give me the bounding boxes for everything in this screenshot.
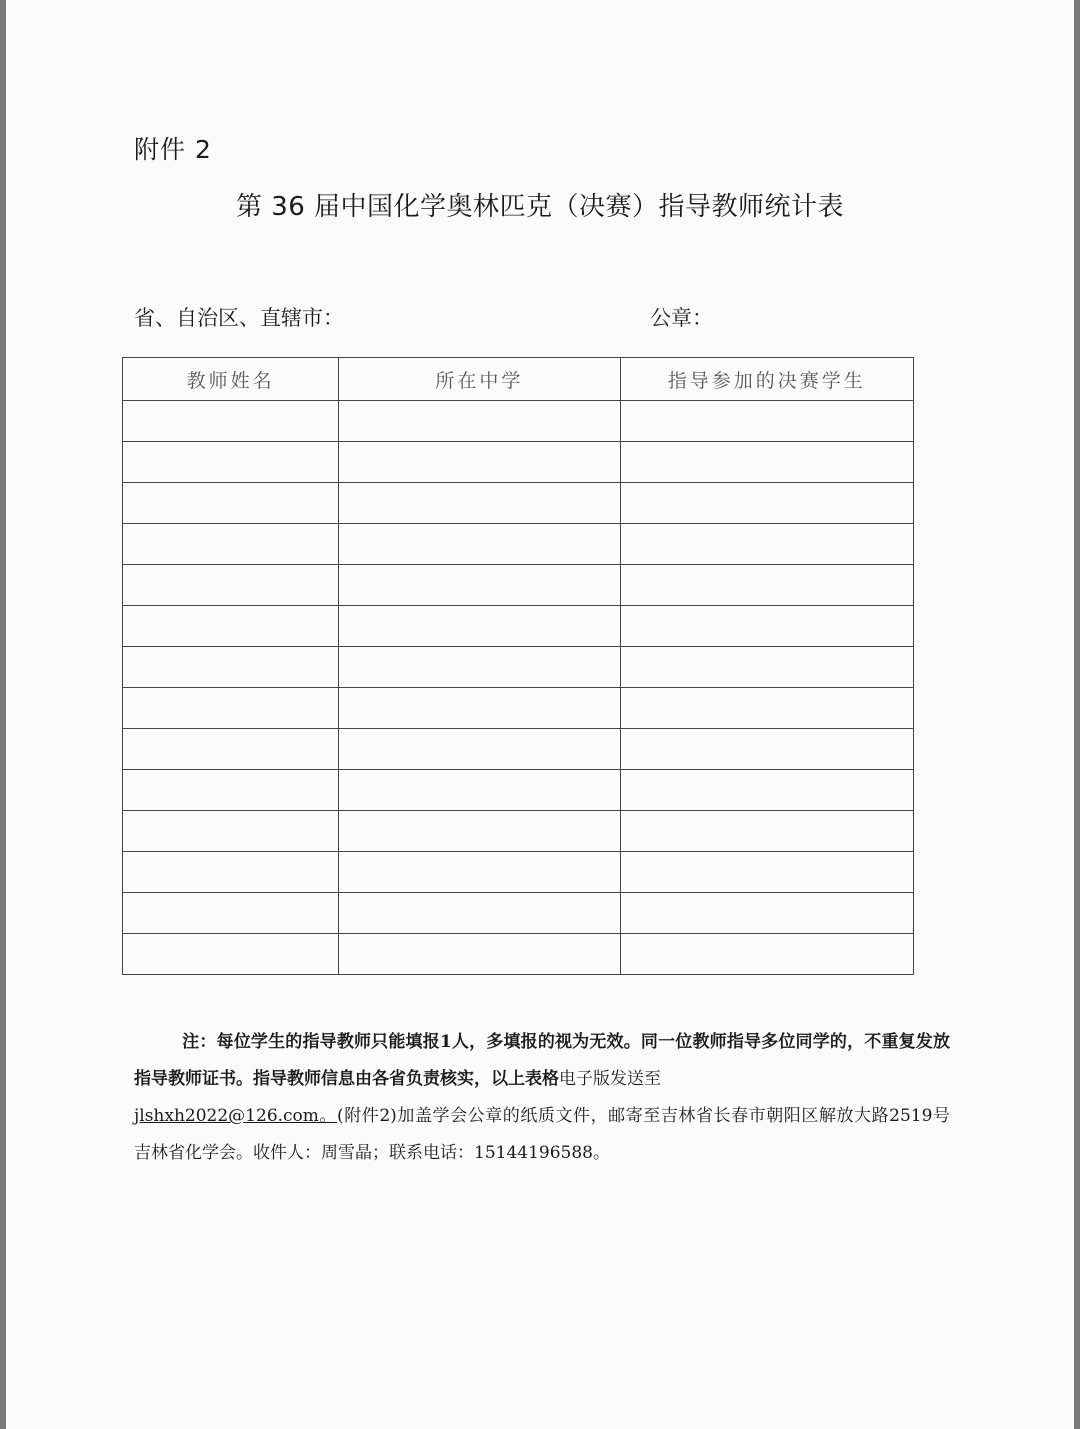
school-cell[interactable]	[339, 606, 620, 647]
teacher-name-cell[interactable]	[123, 811, 339, 852]
note-email-link[interactable]: jlshxh2022@126.com。	[134, 1106, 338, 1126]
header-students: 指导参加的决赛学生	[620, 358, 913, 401]
students-cell[interactable]	[620, 852, 913, 893]
school-cell[interactable]	[339, 401, 620, 442]
school-cell[interactable]	[339, 934, 620, 975]
table-row	[123, 934, 914, 975]
header-school: 所在中学	[339, 358, 620, 401]
note-paragraph	[134, 1024, 950, 1172]
table-row	[123, 770, 914, 811]
school-cell[interactable]	[339, 852, 620, 893]
table-row	[123, 688, 914, 729]
table-row	[123, 893, 914, 934]
seal-label: 公章：	[650, 306, 713, 330]
teacher-name-cell[interactable]	[123, 606, 339, 647]
table-row	[123, 442, 914, 483]
school-cell[interactable]	[339, 729, 620, 770]
teacher-name-cell[interactable]	[123, 852, 339, 893]
note-bold-text: 注：每位学生的指导教师只能填报1人，多填报的视为无效。同一位教师指导多位同学的，不重复发放指导教师证书。指导教师信息由各省负责核实，以上表格	[134, 1032, 950, 1089]
table-row	[123, 401, 914, 442]
teacher-name-cell[interactable]	[123, 442, 339, 483]
school-cell[interactable]	[339, 565, 620, 606]
school-cell[interactable]	[339, 442, 620, 483]
students-cell[interactable]	[620, 401, 913, 442]
school-cell[interactable]	[339, 483, 620, 524]
teacher-name-cell[interactable]	[123, 401, 339, 442]
school-cell[interactable]	[339, 893, 620, 934]
students-cell[interactable]	[620, 647, 913, 688]
students-cell[interactable]	[620, 893, 913, 934]
table-header-row	[123, 358, 914, 401]
table-row	[123, 811, 914, 852]
students-cell[interactable]	[620, 524, 913, 565]
document-title: 第 36 届中国化学奥林匹克（决赛）指导教师统计表	[235, 192, 845, 222]
students-cell[interactable]	[620, 483, 913, 524]
table-row	[123, 565, 914, 606]
school-cell[interactable]	[339, 688, 620, 729]
table-body	[123, 401, 914, 975]
teacher-stats-table	[122, 357, 914, 975]
students-cell[interactable]	[620, 729, 913, 770]
teacher-name-cell[interactable]	[123, 934, 339, 975]
teacher-name-cell[interactable]	[123, 770, 339, 811]
school-cell[interactable]	[339, 770, 620, 811]
students-cell[interactable]	[620, 811, 913, 852]
teacher-name-cell[interactable]	[123, 565, 339, 606]
region-label: 省、自治区、直辖市：	[134, 306, 344, 330]
table-row	[123, 852, 914, 893]
table-row	[123, 606, 914, 647]
students-cell[interactable]	[620, 442, 913, 483]
table-row	[123, 647, 914, 688]
students-cell[interactable]	[620, 565, 913, 606]
table-row	[123, 524, 914, 565]
header-teacher-name: 教师姓名	[123, 358, 339, 401]
students-cell[interactable]	[620, 934, 913, 975]
attachment-label: 附件 2	[134, 135, 212, 164]
teacher-name-cell[interactable]	[123, 688, 339, 729]
teacher-name-cell[interactable]	[123, 483, 339, 524]
teacher-name-cell[interactable]	[123, 729, 339, 770]
note-text-2: (附件2)加盖学会公章的纸质文件，邮寄至吉林省长春市朝阳区解放大路2519号 吉林省化学会。收件人：周雪晶；联系电话：15144196588。	[134, 1106, 950, 1163]
students-cell[interactable]	[620, 770, 913, 811]
students-cell[interactable]	[620, 606, 913, 647]
school-cell[interactable]	[339, 647, 620, 688]
table-row	[123, 483, 914, 524]
teacher-name-cell[interactable]	[123, 524, 339, 565]
table-row	[123, 729, 914, 770]
document-page	[6, 0, 1074, 1429]
teacher-name-cell[interactable]	[123, 893, 339, 934]
note-text-1: 电子版发送至	[559, 1069, 661, 1089]
school-cell[interactable]	[339, 524, 620, 565]
students-cell[interactable]	[620, 688, 913, 729]
school-cell[interactable]	[339, 811, 620, 852]
teacher-name-cell[interactable]	[123, 647, 339, 688]
